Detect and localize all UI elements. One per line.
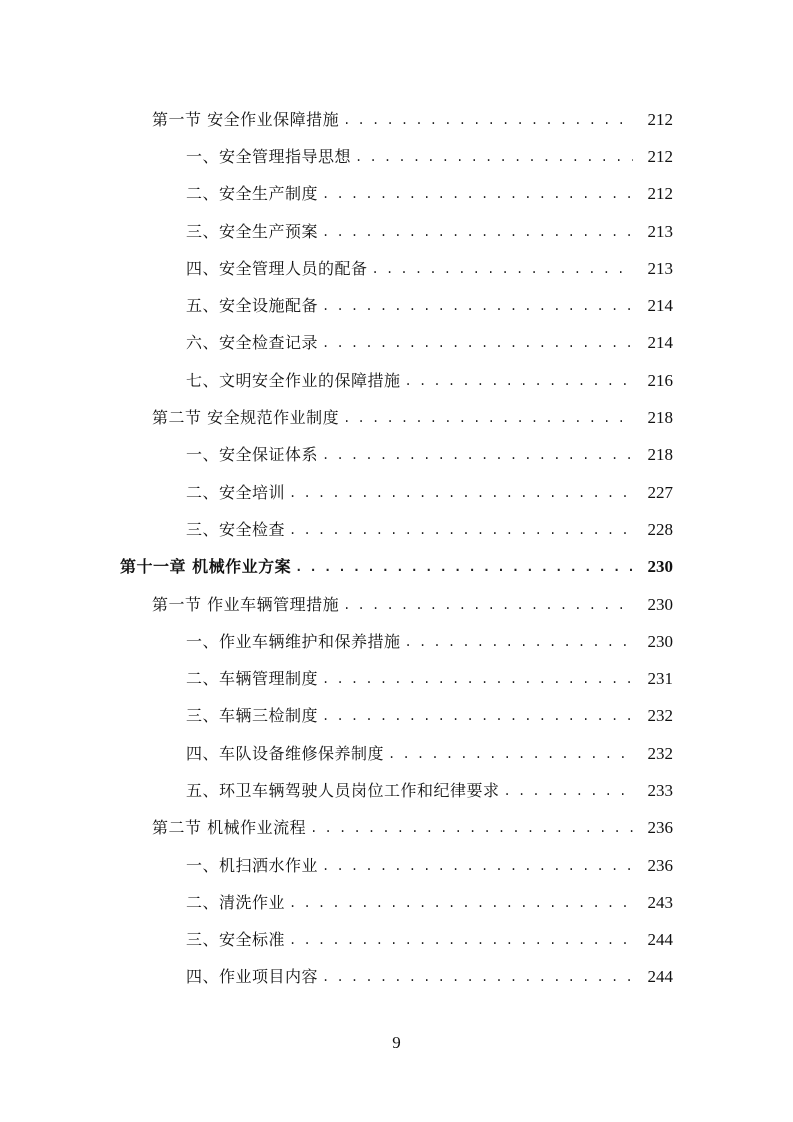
toc-entry-title: 二、安全培训 bbox=[186, 482, 286, 502]
dot-leader bbox=[343, 408, 633, 428]
dot-leader bbox=[322, 333, 633, 353]
toc-entry-page: 230 bbox=[647, 631, 673, 651]
toc-entry-page: 212 bbox=[647, 184, 673, 204]
toc-entry-page: 231 bbox=[647, 669, 673, 689]
dot-leader bbox=[372, 259, 633, 279]
toc-entry-page: 232 bbox=[647, 743, 673, 763]
toc-entry[interactable] bbox=[0, 735, 793, 772]
table-of-contents bbox=[0, 101, 793, 996]
dot-leader bbox=[289, 483, 633, 503]
toc-entry-page: 213 bbox=[647, 221, 673, 241]
toc-entry[interactable] bbox=[0, 287, 793, 324]
toc-entry[interactable] bbox=[0, 325, 793, 362]
dot-leader bbox=[289, 520, 633, 540]
toc-entry[interactable] bbox=[0, 922, 793, 959]
dot-leader bbox=[504, 781, 633, 801]
toc-entry[interactable] bbox=[0, 847, 793, 884]
toc-entry-title: 第二节 安全规范作业制度 bbox=[152, 408, 340, 428]
toc-entry-title: 一、安全保证体系 bbox=[186, 445, 319, 465]
toc-entry-title: 第二节 机械作业流程 bbox=[152, 818, 307, 838]
toc-entry-page: 243 bbox=[647, 892, 673, 912]
toc-entry-title: 五、环卫车辆驾驶人员岗位工作和纪律要求 bbox=[186, 780, 500, 800]
page-number: 9 bbox=[392, 1033, 401, 1052]
toc-entry-title: 一、作业车辆维护和保养措施 bbox=[186, 631, 401, 651]
dot-leader bbox=[322, 856, 633, 876]
toc-entry-title: 四、车队设备维修保养制度 bbox=[186, 743, 385, 763]
toc-entry-page: 233 bbox=[647, 780, 673, 800]
toc-entry-page: 212 bbox=[647, 109, 673, 129]
toc-entry[interactable] bbox=[0, 959, 793, 996]
toc-entry[interactable] bbox=[0, 399, 793, 436]
dot-leader bbox=[405, 632, 633, 652]
toc-entry-title: 第一节 作业车辆管理措施 bbox=[152, 594, 340, 614]
toc-entry-page: 228 bbox=[647, 519, 673, 539]
dot-leader bbox=[295, 557, 633, 577]
toc-entry-page: 236 bbox=[647, 818, 673, 838]
toc-entry-page: 218 bbox=[647, 445, 673, 465]
toc-entry[interactable] bbox=[0, 810, 793, 847]
toc-entry[interactable] bbox=[0, 176, 793, 213]
toc-entry[interactable] bbox=[0, 474, 793, 511]
toc-entry-title: 一、机扫洒水作业 bbox=[186, 855, 319, 875]
toc-entry-page: 244 bbox=[647, 930, 673, 950]
toc-entry[interactable] bbox=[0, 362, 793, 399]
toc-entry-title: 第一节 安全作业保障措施 bbox=[152, 109, 340, 129]
toc-entry-title: 三、安全检查 bbox=[186, 519, 286, 539]
toc-entry-title: 二、清洗作业 bbox=[186, 892, 286, 912]
dot-leader bbox=[405, 371, 633, 391]
dot-leader bbox=[322, 445, 633, 465]
toc-entry[interactable] bbox=[0, 511, 793, 548]
toc-entry[interactable] bbox=[0, 250, 793, 287]
dot-leader bbox=[388, 744, 633, 764]
toc-entry-page: 227 bbox=[647, 482, 673, 502]
toc-entry-title: 三、车辆三检制度 bbox=[186, 706, 319, 726]
toc-entry[interactable] bbox=[0, 772, 793, 809]
toc-entry[interactable] bbox=[0, 884, 793, 921]
toc-entry-page: 214 bbox=[647, 296, 673, 316]
toc-entry-page: 212 bbox=[647, 146, 673, 166]
toc-entry-title: 第十一章 机械作业方案 bbox=[120, 557, 292, 577]
toc-entry-title: 四、安全管理人员的配备 bbox=[186, 258, 368, 278]
toc-entry-page: 230 bbox=[647, 557, 673, 577]
toc-entry-page: 214 bbox=[647, 333, 673, 353]
toc-entry[interactable] bbox=[0, 101, 793, 138]
toc-entry-title: 三、安全标准 bbox=[186, 930, 286, 950]
toc-entry-title: 二、安全生产制度 bbox=[186, 184, 319, 204]
dot-leader bbox=[322, 669, 633, 689]
toc-entry-page: 244 bbox=[647, 967, 673, 987]
toc-entry-page: 216 bbox=[647, 370, 673, 390]
toc-chapter-entry[interactable] bbox=[0, 549, 793, 586]
toc-entry[interactable] bbox=[0, 623, 793, 660]
dot-leader bbox=[310, 818, 633, 838]
dot-leader bbox=[322, 706, 633, 726]
toc-entry-page: 218 bbox=[647, 408, 673, 428]
dot-leader bbox=[343, 110, 633, 130]
toc-entry[interactable] bbox=[0, 660, 793, 697]
toc-entry-title: 七、文明安全作业的保障措施 bbox=[186, 370, 401, 390]
toc-entry[interactable] bbox=[0, 586, 793, 623]
toc-entry-title: 一、安全管理指导思想 bbox=[186, 146, 352, 166]
toc-entry-page: 232 bbox=[647, 706, 673, 726]
dot-leader bbox=[322, 967, 633, 987]
toc-entry-title: 六、安全检查记录 bbox=[186, 333, 319, 353]
toc-entry-page: 213 bbox=[647, 258, 673, 278]
toc-entry[interactable] bbox=[0, 213, 793, 250]
toc-entry-page: 236 bbox=[647, 855, 673, 875]
toc-entry[interactable] bbox=[0, 698, 793, 735]
dot-leader bbox=[289, 893, 633, 913]
toc-entry-title: 五、安全设施配备 bbox=[186, 296, 319, 316]
toc-entry-title: 三、安全生产预案 bbox=[186, 221, 319, 241]
dot-leader bbox=[322, 184, 633, 204]
toc-entry-title: 二、车辆管理制度 bbox=[186, 669, 319, 689]
toc-entry[interactable] bbox=[0, 138, 793, 175]
dot-leader bbox=[289, 930, 633, 950]
dot-leader bbox=[322, 222, 633, 242]
toc-entry-title: 四、作业项目内容 bbox=[186, 967, 319, 987]
dot-leader bbox=[343, 595, 633, 615]
dot-leader bbox=[322, 296, 633, 316]
dot-leader bbox=[355, 147, 633, 167]
toc-entry[interactable] bbox=[0, 437, 793, 474]
toc-entry-page: 230 bbox=[647, 594, 673, 614]
